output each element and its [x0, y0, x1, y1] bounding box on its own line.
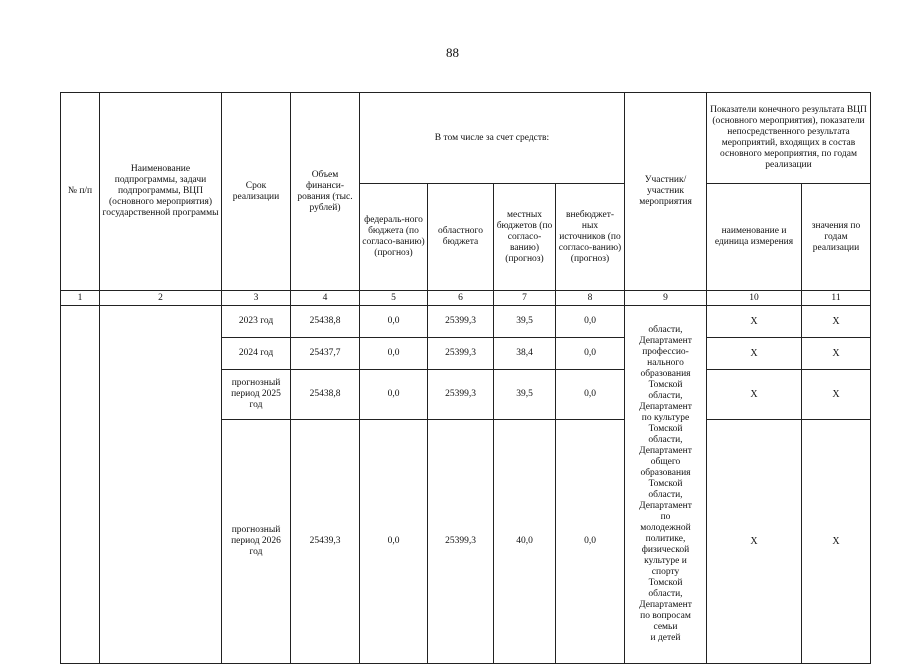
extra-cell: 0,0	[556, 338, 625, 370]
colnum-5: 5	[360, 291, 428, 306]
period-cell: 2024 год	[222, 338, 291, 370]
table-row	[61, 306, 871, 338]
colnum-11: 11	[802, 291, 871, 306]
federal-cell: 0,0	[360, 420, 428, 664]
participant-line: спорту	[651, 567, 680, 577]
header-period: Срок реализации	[222, 93, 291, 291]
colnum-4: 4	[291, 291, 360, 306]
federal-cell: 0,0	[360, 338, 428, 370]
header-number: № п/п	[61, 93, 100, 291]
colnum-6: 6	[428, 291, 494, 306]
participant-line: Томской	[648, 380, 683, 390]
federal-cell: 0,0	[360, 370, 428, 420]
header-federal: федераль-ного бюджета (по согласо-ванию) (прогноз)	[360, 184, 428, 291]
value-cell: X	[802, 338, 871, 370]
participant-line: образования	[640, 369, 691, 379]
extra-cell: 0,0	[556, 370, 625, 420]
participant-line: образования	[640, 468, 691, 478]
participant-line: по вопросам	[640, 611, 691, 621]
colnum-10: 10	[707, 291, 802, 306]
participant-line: Департамент	[639, 402, 692, 412]
total-cell: 25439,3	[291, 420, 360, 664]
participant-line: Департамент	[639, 446, 692, 456]
local-cell: 39,5	[494, 306, 556, 338]
local-cell: 40,0	[494, 420, 556, 664]
participant-line: Департамент	[639, 600, 692, 610]
local-cell: 38,4	[494, 338, 556, 370]
indicator-cell: X	[707, 338, 802, 370]
participant-line: по культуре	[641, 413, 690, 423]
header-participant: Участник/ участник мероприятия	[625, 93, 707, 291]
extra-cell: 0,0	[556, 420, 625, 664]
period-cell: 2023 год	[222, 306, 291, 338]
header-indicator-value: значения по годам реализации	[802, 184, 871, 291]
participant-line: профессио-	[642, 347, 689, 357]
participant-line: Томской	[648, 424, 683, 434]
participant-line: культуре и	[644, 556, 687, 566]
header-local: местных бюджетов (по согласо-ванию) (прогноз)	[494, 184, 556, 291]
participant-line: Департамент	[639, 501, 692, 511]
header-indicators-group	[707, 93, 871, 184]
header-name: Наименование подпрограммы, задачи подпрограммы, ВЦП (основного мероприятия) государственной программы	[100, 93, 222, 291]
colnum-3: 3	[222, 291, 291, 306]
participant-line: семьи	[653, 622, 678, 632]
header-indicator-name: наименование и единица измерения	[707, 184, 802, 291]
header-funding-group: В том числе за счет средств:	[360, 93, 625, 184]
name-cell	[100, 306, 222, 664]
participant-line: Департамент	[639, 336, 692, 346]
participant-line: молодежной	[640, 523, 691, 533]
indicator-cell: X	[707, 306, 802, 338]
header-total: Объем финанси-рования (тыс. рублей)	[291, 93, 360, 291]
financing-table	[60, 92, 871, 664]
total-cell: 25437,7	[291, 338, 360, 370]
period-cell: прогнозный период 2026 год	[222, 420, 291, 664]
colnum-2: 2	[100, 291, 222, 306]
participant-line: по	[660, 512, 671, 522]
participant-line: нального	[647, 358, 684, 368]
participant-line: области,	[648, 490, 683, 500]
value-cell: X	[802, 370, 871, 420]
participant-line: и детей	[650, 633, 681, 643]
value-cell: X	[802, 420, 871, 664]
participant-line: общего	[650, 457, 681, 467]
number-cell	[61, 306, 100, 664]
participant-line: Томской	[648, 578, 683, 588]
participant-line: физической	[641, 545, 690, 555]
regional-cell: 25399,3	[428, 306, 494, 338]
total-cell: 25438,8	[291, 306, 360, 338]
colnum-8: 8	[556, 291, 625, 306]
participant-line: области,	[648, 435, 683, 445]
header-regional: областного бюджета	[428, 184, 494, 291]
value-cell: X	[802, 306, 871, 338]
period-cell: прогнозный период 2025 год	[222, 370, 291, 420]
header-extra: внебюджет-ных источников (по согласо-ванию) (прогноз)	[556, 184, 625, 291]
regional-cell: 25399,3	[428, 370, 494, 420]
extra-cell: 0,0	[556, 306, 625, 338]
regional-cell: 25399,3	[428, 420, 494, 664]
participant-line: области,	[648, 325, 683, 335]
indicator-cell: X	[707, 370, 802, 420]
header-indicators-text: Показатели конечного результата ВЦП (основного мероприятия), показатели непосредственного результата мероприятий, входящих в состав основного мероприятия, по годам реализации	[710, 105, 867, 170]
participant-line: политике,	[645, 534, 686, 544]
page-number: 88	[446, 45, 459, 60]
colnum-9: 9	[625, 291, 707, 306]
total-cell: 25438,8	[291, 370, 360, 420]
indicator-cell: X	[707, 420, 802, 664]
colnum-1: 1	[61, 291, 100, 306]
regional-cell: 25399,3	[428, 338, 494, 370]
local-cell: 39,5	[494, 370, 556, 420]
participant-line: области,	[648, 391, 683, 401]
participant-cell	[625, 306, 707, 664]
participant-line: Томской	[648, 479, 683, 489]
federal-cell: 0,0	[360, 306, 428, 338]
colnum-7: 7	[494, 291, 556, 306]
participant-line: области,	[648, 589, 683, 599]
